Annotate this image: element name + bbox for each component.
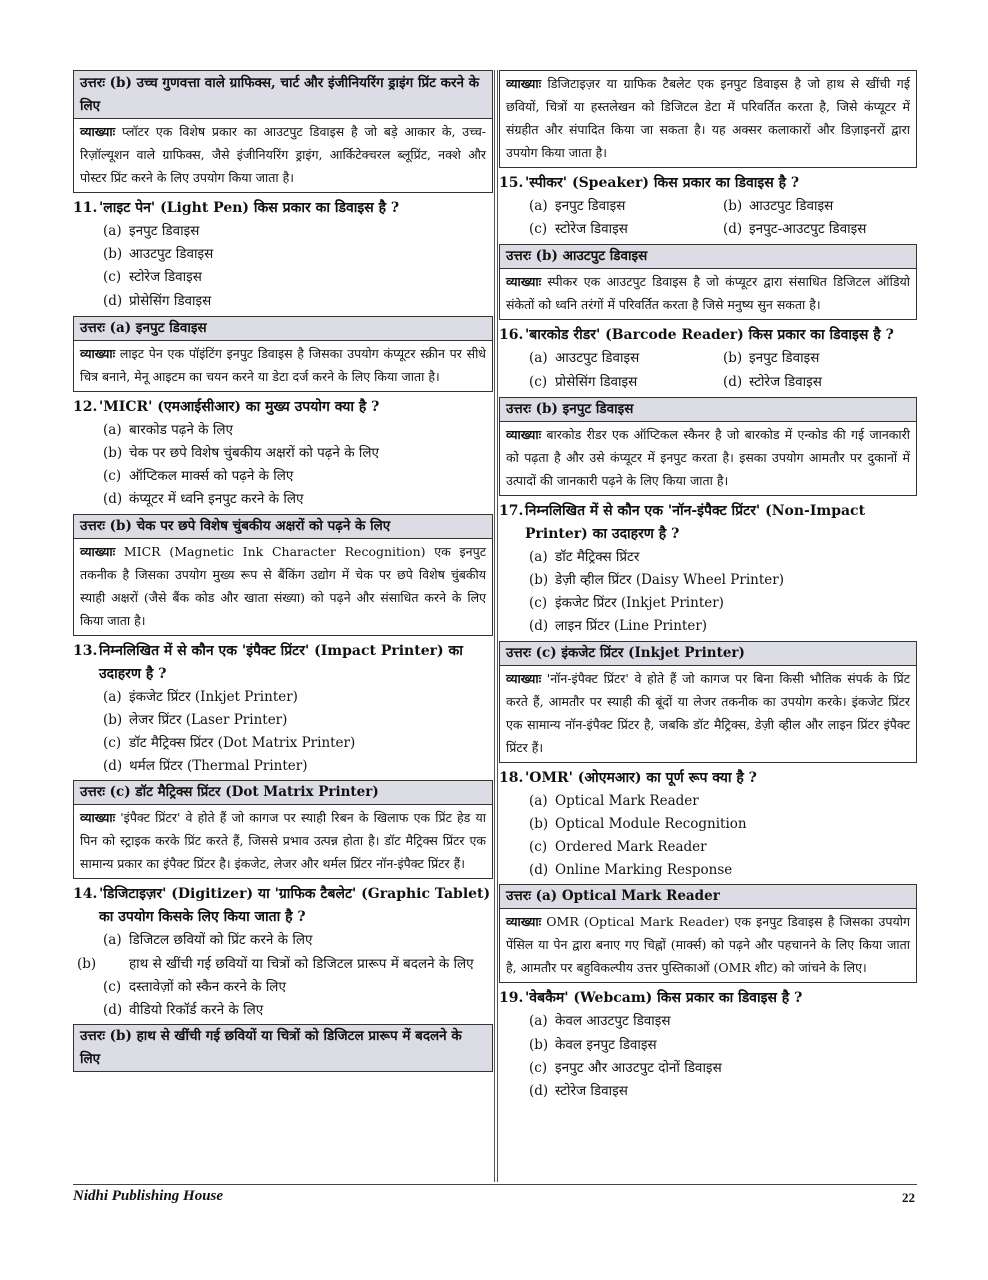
option: (a) इनपुट डिवाइस — [529, 198, 626, 214]
column-divider — [494, 70, 498, 1182]
answer-box: उत्तरः (b) चेक पर छपे विशेष चुंबकीय अक्षरों को पढ़ने के लिए — [73, 514, 493, 538]
option: (c) ऑप्टिकल मार्क्स को पढ़ने के लिए — [103, 468, 294, 485]
option: (c) प्रोसेसिंग डिवाइस — [529, 373, 638, 390]
option: (b) लेजर प्रिंटर (Laser Printer) — [103, 711, 288, 728]
question-14: 14. 'डिजिटाइज़र' (Digitizer) या 'ग्राफिक टैबलेट' (Graphic Tablet) का उपयोग किसके लिए किया जाता है ? — [73, 886, 491, 926]
option: (a) केवल आउटपुट डिवाइस — [529, 1013, 671, 1030]
option: (d) Online Marking Response — [529, 862, 733, 879]
question-13: 13. निम्नलिखित में से कौन एक 'इंपैक्ट प्रिंटर' (Impact Printer) का उदाहरण है ? — [73, 642, 463, 682]
question-16: 16. 'बारकोड रीडर' (Barcode Reader) किस प्रकार का डिवाइस है ? — [499, 327, 894, 344]
option: (d) लाइन प्रिंटर (Line Printer) — [529, 618, 708, 635]
option: (d) स्टोरेज डिवाइस — [723, 373, 822, 390]
question-15: 15. 'स्पीकर' (Speaker) किस प्रकार का डिवाइस है ? — [499, 175, 800, 191]
option: (b) इनपुट डिवाइस — [723, 350, 820, 367]
option: (c) स्टोरेज डिवाइस — [529, 221, 628, 238]
option: (a) इनपुट डिवाइस — [103, 223, 200, 239]
explanation-box: व्याख्याः स्पीकर एक आउटपुट डिवाइस है जो कंप्यूटर द्वारा संसाधित डिजिटल ऑडियो संकेतों को ध्वनि तरंगों में परिवर्तित करता है जिसे मनुष्य सुन सकता है। — [499, 268, 917, 320]
answer-box: उत्तरः (b) उच्च गुणवत्ता वाले ग्राफिक्स, चार्ट और इंजीनियरिंग ड्राइंग प्रिंट करने के लिए — [73, 70, 493, 118]
option: (c) डॉट मैट्रिक्स प्रिंटर (Dot Matrix Printer) — [103, 735, 356, 752]
explanation-box: व्याख्याः डिजिटाइज़र या ग्राफिक टैबलेट एक इनपुट डिवाइस है जो हाथ से खींची गई छवियों, चित्रों या हस्तलेखन को डिजिटल डेटा में परिवर्तित करता है, जिसे कंप्यूटर में संग्रहीत और संपादित किया जा सकता है। यह अक्सर कलाकारों और डिज़ाइनरों द्वारा उपयोग किया जाता है। — [499, 70, 917, 168]
answer-box: उत्तरः (a) इनपुट डिवाइस — [73, 316, 493, 340]
footer-rule — [73, 1184, 917, 1185]
option: (d) वीडियो रिकॉर्ड करने के लिए — [103, 1002, 264, 1019]
options-grid — [499, 347, 917, 393]
answer-box: उत्तरः (b) इनपुट डिवाइस — [499, 397, 917, 421]
explanation-box: व्याख्याः MICR (Magnetic Ink Character Recognition) एक इनपुट तकनीक है जिसका उपयोग मुख्य रूप से बैंकिंग उद्योग में चेक पर छपे विशेष चुंबकीय स्याही अक्षरों (जैसे बैंक कोड और खाता संख्या) को पढ़ने और संसाधित करने के लिए किया जाता है। — [73, 538, 493, 636]
option: (b) चेक पर छपे विशेष चुंबकीय अक्षरों को पढ़ने के लिए — [103, 445, 379, 462]
option: (b) आउटपुट डिवाइस — [723, 198, 834, 214]
option: (c) इनपुट और आउटपुट दोनों डिवाइस — [529, 1059, 722, 1076]
explanation-box: व्याख्याः लाइट पेन एक पॉइंटिंग इनपुट डिवाइस है जिसका उपयोग कंप्यूटर स्क्रीन पर सीधे चित्र बनाने, मेनू आइटम का चयन करने या डेटा दर्ज करने के लिए किया जाता है। — [73, 340, 493, 392]
option: (a) इंकजेट प्रिंटर (Inkjet Printer) — [103, 688, 298, 705]
option: (d) थर्मल प्रिंटर (Thermal Printer) — [103, 758, 308, 775]
option: (a) डॉट मैट्रिक्स प्रिंटर — [529, 548, 640, 565]
option: (c) इंकजेट प्रिंटर (Inkjet Printer) — [529, 595, 724, 612]
question-11: 11. 'लाइट पेन' (Light Pen) किस प्रकार का डिवाइस है ? — [73, 200, 400, 216]
option: (a) Optical Mark Reader — [529, 792, 699, 809]
answer-box: उत्तरः (b) आउटपुट डिवाइस — [499, 244, 917, 268]
option: (b) केवल इनपुट डिवाइस — [529, 1036, 657, 1053]
question-17: 17. निम्नलिखित में से कौन एक 'नॉन-इंपैक्ट प्रिंटर' (Non-Impact Printer) का उदाहरण है ? — [499, 502, 866, 542]
answer-box: उत्तरः (a) Optical Mark Reader — [499, 884, 917, 908]
option: (d) कंप्यूटर में ध्वनि इनपुट करने के लिए — [103, 491, 304, 508]
page-number: 22 — [902, 1190, 915, 1205]
explanation-box: व्याख्याः OMR (Optical Mark Reader) एक इनपुट डिवाइस है जिसका उपयोग पेंसिल या पेन द्वारा बनाए गए चिह्नों (मार्क्स) को पढ़ने और पहचानने के लिए किया जाता है, आमतौर पर बहुविकल्पीय उत्तर पुस्तिकाओं (OMR शीट) को जांचने के लिए। — [499, 908, 917, 983]
option: (d) प्रोसेसिंग डिवाइस — [103, 292, 212, 309]
option: (b) आउटपुट डिवाइस — [103, 246, 214, 263]
question-18: 18. 'OMR' (ओएमआर) का पूर्ण रूप क्या है ? — [499, 769, 757, 786]
option: (a) डिजिटल छवियों को प्रिंट करने के लिए — [103, 932, 313, 949]
explanation-box: व्याख्याः बारकोड रीडर एक ऑप्टिकल स्कैनर है जो बारकोड में एन्कोड की गई जानकारी को पढ़ता है और उसे कंप्यूटर में इनपुट करता है। इसका उपयोग आमतौर पर दुकानों में उत्पादों की जानकारी पढ़ने के लिए किया जाता है। — [499, 421, 917, 496]
answer-box: उत्तरः (c) डॉट मैट्रिक्स प्रिंटर (Dot Matrix Printer) — [73, 780, 493, 804]
answer-box: उत्तरः (c) इंकजेट प्रिंटर (Inkjet Printer) — [499, 641, 917, 665]
question-19: 19. 'वेबकैम' (Webcam) किस प्रकार का डिवाइस है ? — [499, 990, 803, 1007]
option: (a) आउटपुट डिवाइस — [529, 350, 640, 367]
explanation-box: व्याख्याः प्लॉटर एक विशेष प्रकार का आउटपुट डिवाइस है जो बड़े आकार के, उच्च-रिज़ॉल्यूशन वाले ग्राफिक्स, जैसे इंजीनियरिंग ड्राइंग, आर्किटेक्चरल ब्लूप्रिंट, नक्शे और पोस्टर प्रिंट करने के लिए उपयोग किया जाता है। — [73, 118, 493, 193]
left-column — [73, 70, 493, 1072]
option: (c) स्टोरेज डिवाइस — [103, 269, 202, 286]
option: (c) Ordered Mark Reader — [529, 839, 707, 856]
option: (d) स्टोरेज डिवाइस — [529, 1083, 628, 1100]
answer-box: उत्तरः (b) हाथ से खींची गई छवियों या चित्रों को डिजिटल प्रारूप में बदलने के लिए — [73, 1024, 493, 1072]
option: (b) Optical Module Recognition — [529, 815, 747, 832]
option: (b) हाथ से खींची गई छवियों या चित्रों को डिजिटल प्रारूप में बदलने के लिए — [77, 955, 474, 972]
question-12: 12. 'MICR' (एमआईसीआर) का मुख्य उपयोग क्या है ? — [73, 398, 380, 415]
option: (b) डेज़ी व्हील प्रिंटर (Daisy Wheel Printer) — [529, 572, 784, 589]
option: (d) इनपुट-आउटपुट डिवाइस — [723, 221, 867, 238]
explanation-box: व्याख्याः 'इंपैक्ट प्रिंटर' वे होते हैं जो कागज पर स्याही रिबन के खिलाफ एक प्रिंट हेड या पिन को स्ट्राइक करके प्रिंट करते हैं, जिससे प्रभाव उत्पन्न होता है। डॉट मैट्रिक्स प्रिंटर एक सामान्य प्रकार का इंपैक्ट प्रिंटर है। इंकजेट, लेजर और थर्मल प्रिंटर नॉन-इंपैक्ट प्रिंटर हैं। — [73, 804, 493, 879]
option: (c) दस्तावेज़ों को स्कैन करने के लिए — [103, 978, 286, 995]
options-grid — [499, 195, 917, 241]
explanation-box: व्याख्याः 'नॉन-इंपैक्ट प्रिंटर' वे होते हैं जो कागज पर बिना किसी भौतिक संपर्क के प्रिंट करते हैं, आमतौर पर स्याही की बूंदों या लेजर तकनीक का उपयोग करके। इंकजेट प्रिंटर एक सामान्य नॉन-इंपैक्ट प्रिंटर है, जबकि डॉट मैट्रिक्स, डेज़ी व्हील और लाइन प्रिंटर इंपैक्ट प्रिंटर हैं। — [499, 665, 917, 763]
option: (a) बारकोड पढ़ने के लिए — [103, 421, 233, 438]
right-column — [499, 70, 917, 1103]
page-content — [73, 70, 917, 1182]
publisher-name: Nidhi Publishing House — [73, 1188, 224, 1204]
